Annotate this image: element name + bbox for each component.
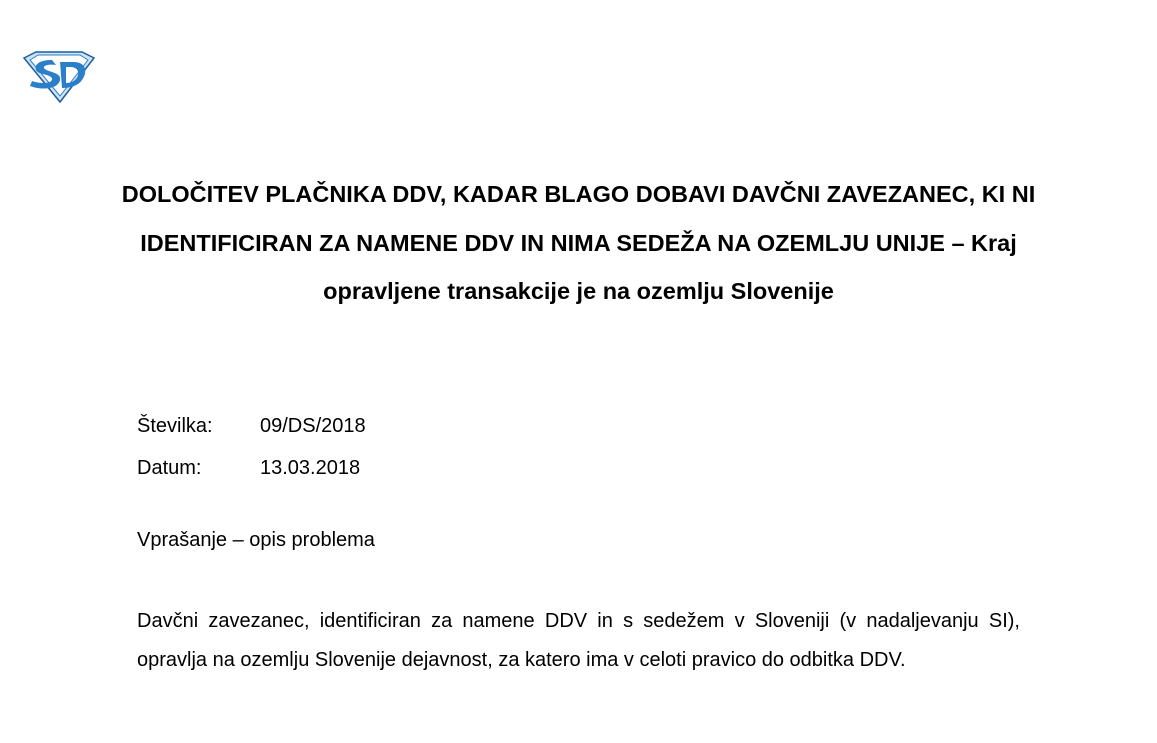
body-paragraph: Davčni zavezanec, identificiran za namene DDV in s sedežem v Sloveniji (v nadaljevanju SI), opravlja na ozemlju Slovenije dejavnost, za katero ima v celoti pravico do odbitka DDV. (137, 610, 1020, 671)
meta-label: Številka: (137, 415, 213, 437)
document-meta (137, 405, 366, 489)
document-title: DOLOČITEV PLAČNIKA DDV, KADAR BLAGO DOBAVI DAVČNI ZAVEZANEC, KI NI IDENTIFICIRAN ZA NAMENE DDV IN NIMA SEDEŽA NA OZEMLJU UNIJE – Kraj opravljene transakcije je na ozemlju Slovenije (121, 181, 1036, 304)
logo-icon (22, 50, 96, 104)
meta-label: Datum: (137, 457, 202, 479)
document-number: 09/DS/2018 (260, 415, 366, 437)
meta-row-number (137, 405, 366, 447)
document-date: 13.03.2018 (260, 457, 361, 479)
meta-row-date (137, 447, 366, 489)
section-heading: Vprašanje – opis problema (137, 529, 375, 551)
